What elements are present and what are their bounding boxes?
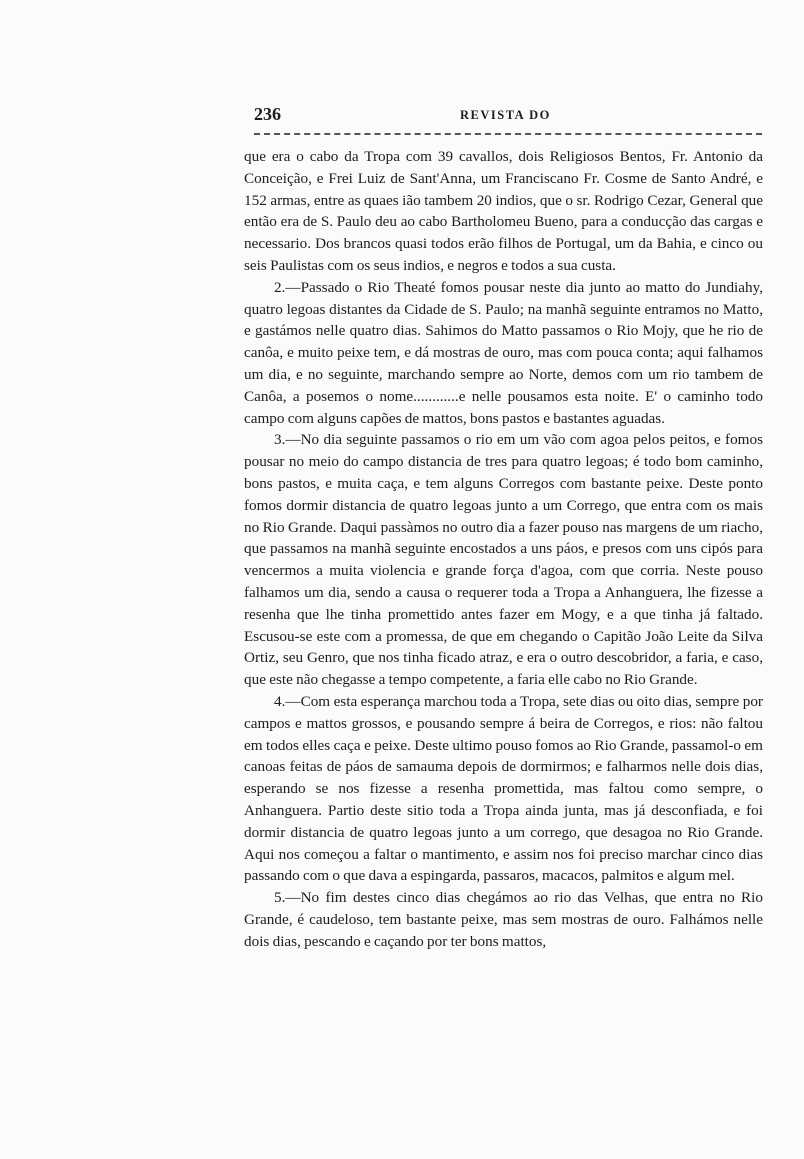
paragraph-2: 2.—Passado o Rio Theaté fomos pousar neste dia junto ao matto do Jundiahy, quatro legoas distantes da Cidade de S. Paulo; na manhã seguinte entramos no Matto, e gastámos nelle quatro dias. Sahimos do Matto passamos o Rio Mojy, que he rio de canôa, e muito peixe tem, e dá mostras de ouro, mas com pouca conta; aqui falhamos um dia, e no seguinte, marchando sempre ao Norte, demos com um rio tambem de Canôa, a posemos o nome............e nelle pousamos esta noite. E' o caminho todo campo com alguns capões de mattos, bons pastos e bastantes aguadas. (244, 278, 763, 427)
running-title: REVISTA DO (460, 108, 551, 122)
paragraph-5: 5.—No fim destes cinco dias chegámos ao rio das Velhas, que entra no Rio Grande, é caudeloso, tem bastante peixe, mas sem mostras de ouro. Falhámos nelle dois dias, pescando e caçando por ter bons mattos, (244, 889, 763, 950)
paragraph-4: 4.—Com esta esperança marchou toda a Tropa, sete dias ou oito dias, sempre por campos e mattos grossos, e pousando sempre á beira de Corregos, e rios: não faltou em todos elles caça e peixe. Deste ultimo pouso fomos ao Rio Grande, passamol-o em canoas feitas de páos de samauma depois de dormirmos; e falharmos nelle dois dias, esperando se nos fizesse a resenha promettida, mas faltou como sempre, o Anhanguera. Partio deste sitio toda a Tropa ainda junta, mas já desconfiada, e foi dormir distancia de quatro legoas junto a um corrego, que desagoa no Rio Grande. Aqui nos começou a faltar o mantimento, e assim nos foi preciso marchar cinco dias passando com o que dava a espingarda, passaros, macacos, palmitos e algum mel. (244, 692, 763, 885)
page-number: 236 (254, 104, 281, 124)
paragraph-continuation: que era o cabo da Tropa com 39 cavallos, dois Religiosos Bentos, Fr. Antonio da Conceição, e Frei Luiz de Sant'Anna, um Franciscano Fr. Cosme de Santo André, e 152 armas, entre as quaes ião tambem 20 indios, que o sr. Rodrigo Cezar, General que então era de S. Paulo deu ao cabo Bartholomeu Bueno, para a conducção das cargas e necessario. Dos brancos quasi todos erão filhos de Portugal, um da Bahia, e cinco ou seis Paulistas com os seus indios, e negros e todos a sua custa. (244, 148, 763, 274)
page-header (252, 104, 762, 130)
header-rule (254, 133, 762, 135)
body-text (244, 146, 763, 952)
paragraph-3: 3.—No dia seguinte passamos o rio em um vão com agoa pelos peitos, e fomos pousar no meio do campo distancia de tres para quatro legoas; é todo bom caminho, bons pastos, e muita caça, e tem alguns Corregos com bastante peixe. Deste ponto fomos dormir distancia de quatro legoas junto a um Corrego, que entra com os mais no Rio Grande. Daqui passàmos no outro dia a fazer pouso nas margens de um riacho, que passamos na manhã seguinte encostados a uns páos, e presos com uns cipós para vencermos a muita violencia e grande força d'agoa, com que corria. Neste pouso falhamos um dia, sendo a causa o requerer toda a Tropa a Anhanguera, lhe fizesse a resenha que lhe tinha promettido antes fazer em Mogy, e a que tinha já faltado. Escusou-se este com a promessa, de que em chegando o Capitão João Leite da Silva Ortiz, seu Genro, que nos tinha ficado atraz, e era o outro descobridor, a faria, e caso, que este não chegasse a tempo competente, a faria elle cabo no Rio Grande. (244, 431, 763, 689)
